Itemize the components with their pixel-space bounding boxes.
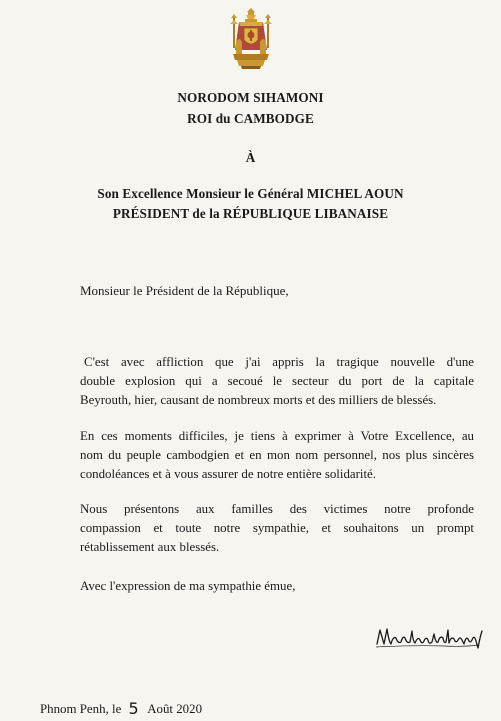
sender-name: NORODOM SIHAMONI (177, 90, 324, 105)
paragraph-2 (80, 427, 474, 484)
recipient-line-1: Son Excellence Monsieur le Général MICHEL AOUN (97, 186, 404, 201)
paragraph-line: rétablissement aux blessés. (80, 540, 220, 554)
paragraph-line: double explosion qui a secoué le secteur du port de la capitale (80, 374, 474, 388)
paragraph-line: En ces moments difficiles, je tiens à exprimer à Votre Excellence, au (80, 429, 474, 443)
paragraph-line: compassion et toute notre sympathie, et souhaitons un prompt (80, 521, 474, 535)
sender-title: ROI du CAMBODGE (187, 111, 314, 126)
salutation: Monsieur le Président de la République, (80, 283, 289, 298)
place-text: Phnom Penh, le (40, 702, 122, 716)
paragraph-line: Nous présentons aux familles des victimes notre profonde (80, 502, 474, 516)
handwritten-signature (374, 622, 486, 652)
closing-line: Avec l'expression de ma sympathie émue, (80, 579, 296, 593)
paragraph-line: Beyrouth, hier, causant de nombreux morts et des milliers de blessés. (80, 393, 437, 407)
to-marker: À (245, 150, 256, 165)
place-date-line (40, 698, 202, 717)
recipient-line-2: PRÉSIDENT de la RÉPUBLIQUE LIBANAISE (112, 206, 389, 221)
paragraph-line: nom du peuple cambodgien et en mon nom personnel, nos plus sincères (80, 448, 474, 462)
paragraph-line: condoléances et à vous assurer de notre entière solidarité. (80, 467, 377, 481)
paragraph-1 (80, 353, 474, 410)
month-year-text: Août 2020 (147, 702, 203, 716)
handwritten-day: 5 (128, 699, 139, 718)
royal-coat-of-arms-icon (227, 8, 275, 70)
paragraph-line: C'est avec affliction que j'ai appris la tragique nouvelle d'une (84, 355, 474, 369)
paragraph-3 (80, 500, 474, 557)
